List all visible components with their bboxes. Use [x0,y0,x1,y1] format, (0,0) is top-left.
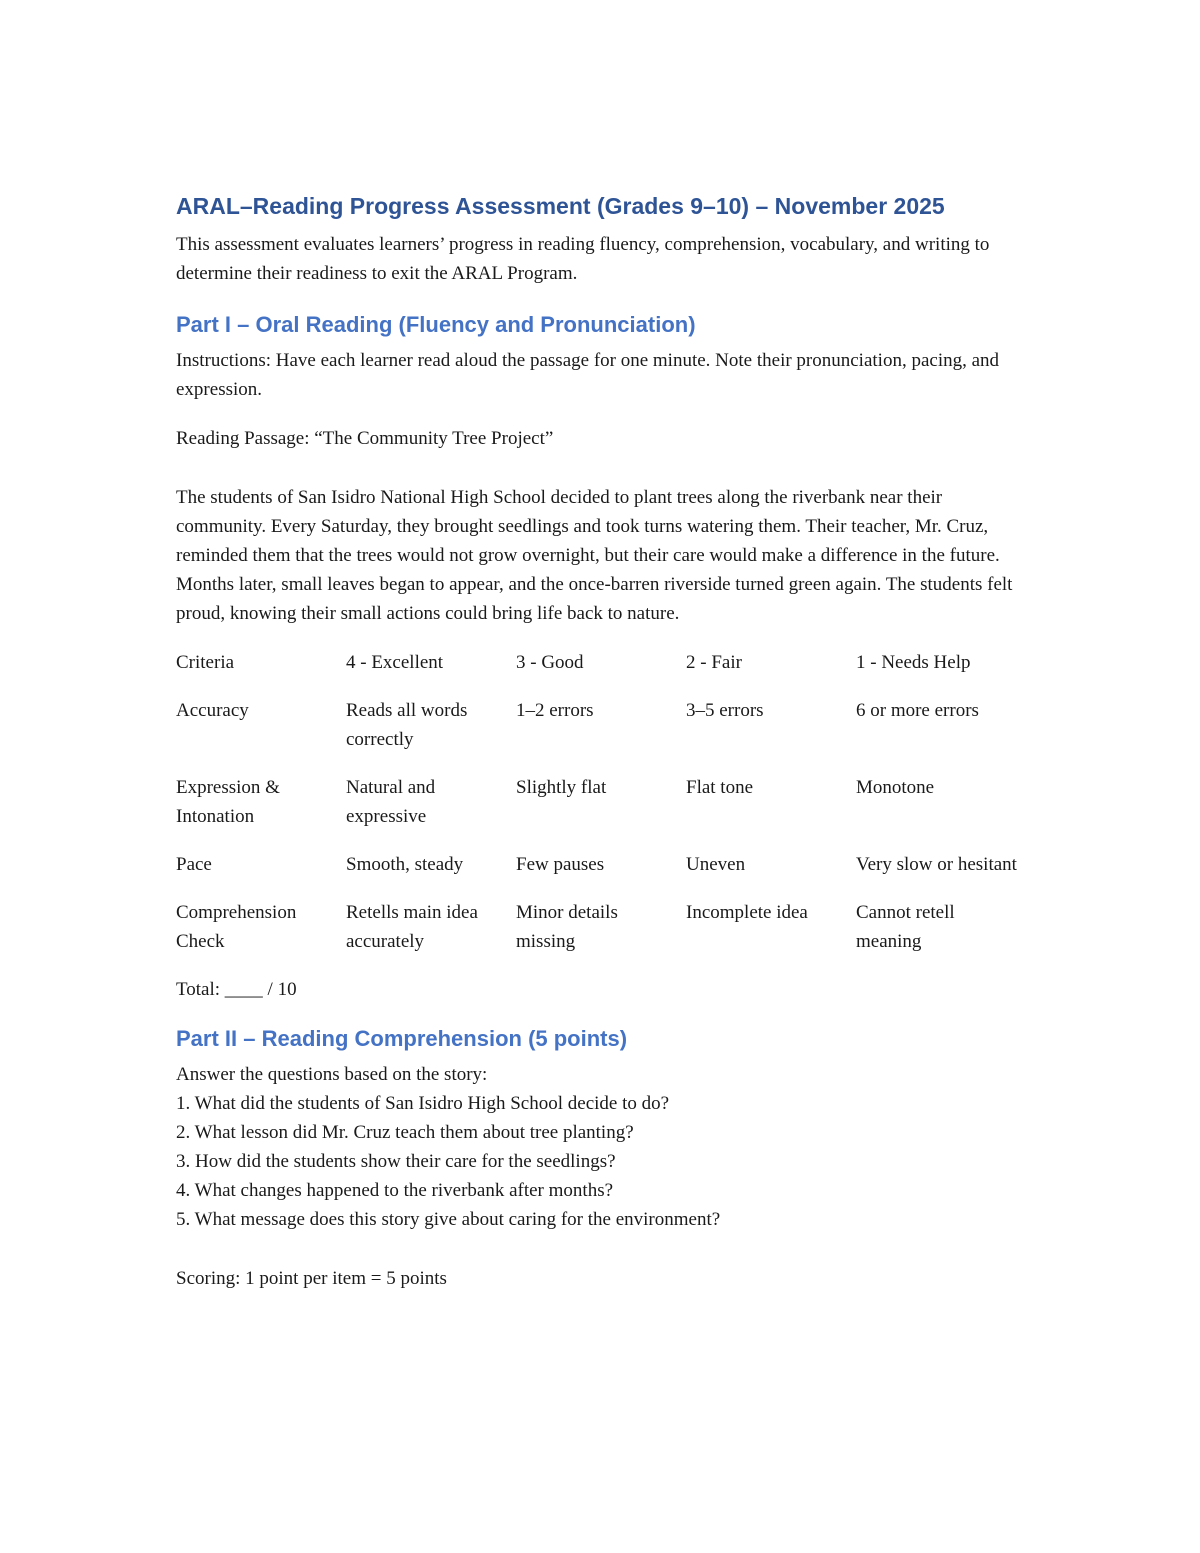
question-item: 3. How did the students show their care for the seedlings? [176,1151,616,1172]
part1-heading: Part I – Oral Reading (Fluency and Pronunciation) [176,312,696,337]
rubric-cell: Reads all words correctly [346,700,468,750]
intro-paragraph: This assessment evaluates learners’ progress in reading fluency, comprehension, vocabulary, and writing to determine their readiness to exit the ARAL Program. [176,234,990,284]
rubric-cell: Cannot retell meaning [856,902,955,952]
rubric-header-cell: 4 - Excellent [346,652,444,673]
rubric-cell: Pace [176,854,212,875]
question-item: 5. What message does this story give about caring for the environment? [176,1209,721,1230]
rubric-header-cell: 1 - Needs Help [856,652,971,673]
rubric-cell: Minor details missing [516,902,618,952]
document-page [176,190,1036,1293]
rubric-cell: Few pauses [516,854,605,875]
rubric-cell: Retells main idea accurately [346,902,478,952]
rubric-row [176,696,1026,773]
rubric-header-row [176,648,1026,696]
rubric-cell: Natural and expressive [346,777,436,827]
reading-passage: The students of San Isidro National High School decided to plant trees along the riverbank near their community. Every Saturday, they brought seedlings and took turns watering them. Their teacher, Mr. Cruz, reminded them that the trees would not grow overnight, but their care would make a difference in the future. Months later, small leaves began to appear, and the once-barren riverside turned green again. The students felt proud, knowing their small actions could bring life back to nature. [176,487,1013,624]
rubric-cell: 6 or more errors [856,700,979,721]
passage-title: Reading Passage: “The Community Tree Project” [176,428,554,449]
rubric-header-cell: 3 - Good [516,652,584,673]
rubric-table [176,648,1026,975]
rubric-header-cell: Criteria [176,652,235,673]
rubric-row [176,850,1026,898]
rubric-cell: Very slow or hesitant [856,854,1017,875]
question-item: 1. What did the students of San Isidro High School decide to do? [176,1093,670,1114]
part1-total: Total: ____ / 10 [176,979,297,1000]
rubric-cell: Incomplete idea [686,902,808,923]
question-list [176,1089,1036,1234]
question-item: 2. What lesson did Mr. Cruz teach them about tree planting? [176,1122,634,1143]
rubric-header-cell: 2 - Fair [686,652,742,673]
part2-intro: Answer the questions based on the story: [176,1064,488,1085]
rubric-cell: Slightly flat [516,777,607,798]
rubric-cell: 1–2 errors [516,700,594,721]
rubric-cell: Expression & Intonation [176,777,280,827]
rubric-row [176,773,1026,850]
part2-heading: Part II – Reading Comprehension (5 points) [176,1026,628,1051]
rubric-cell: Accuracy [176,700,249,721]
question-item: 4. What changes happened to the riverbank after months? [176,1180,614,1201]
rubric-cell: Monotone [856,777,935,798]
rubric-row [176,898,1026,975]
part2-scoring: Scoring: 1 point per item = 5 points [176,1268,447,1289]
rubric-cell: Smooth, steady [346,854,464,875]
rubric-cell: Flat tone [686,777,754,798]
document-title: ARAL–Reading Progress Assessment (Grades 9–10) – November 2025 [176,193,945,219]
rubric-cell: Uneven [686,854,746,875]
rubric-cell: 3–5 errors [686,700,764,721]
part1-instructions: Instructions: Have each learner read aloud the passage for one minute. Note their pronunciation, pacing, and expression. [176,350,1000,400]
rubric-cell: Comprehension Check [176,902,297,952]
